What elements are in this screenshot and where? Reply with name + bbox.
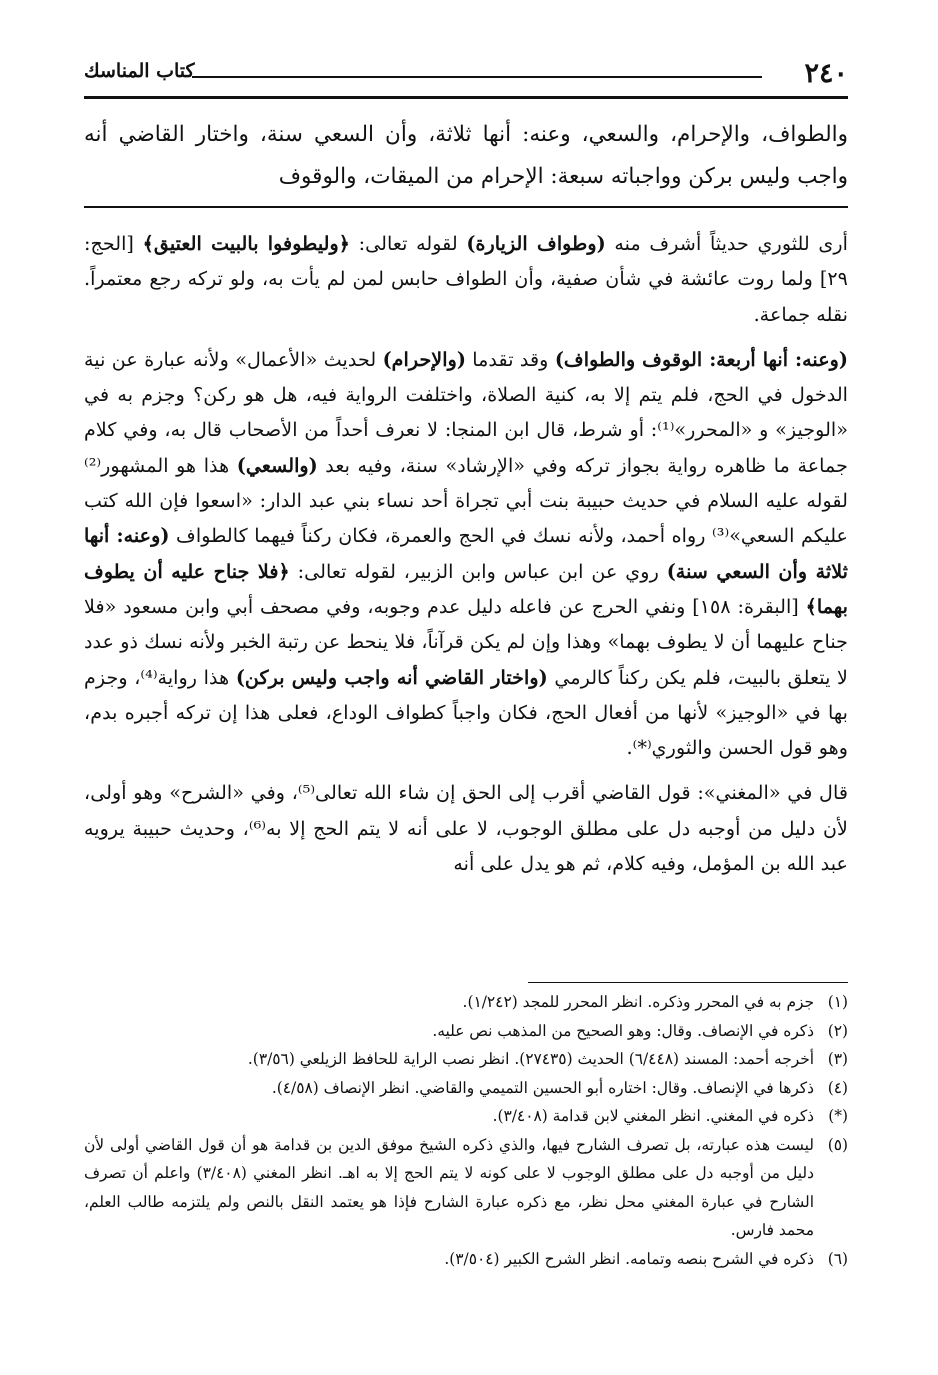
sharh-commentary: [84, 226, 848, 881]
bold-quote: (وعنه: أنها ثلاثة وأن السعي سنة): [84, 524, 848, 583]
footnote-divider: [528, 982, 848, 983]
matn-text: والطواف، والإحرام، والسعي، وعنه: أنها ثلاثة، وأن السعي سنة، واختار القاضي أنه واجب وليس بركن وواجباته سبعة: الإحرام من الميقات، والوقوف: [84, 122, 848, 189]
footnote: (٤) ذكرها في الإنصاف. وقال: اختاره أبو الحسين التميمي والقاضي. انظر الإنصاف (٤/٥٨).: [84, 1074, 848, 1103]
footnote-number: (*): [828, 1107, 848, 1125]
quran-quote: ﴿وليطوفوا بالبيت العتيق﴾: [142, 232, 350, 255]
footnote-number: (٦): [827, 1249, 848, 1268]
bold-quote: (والإحرام): [382, 347, 466, 371]
sharh-paragraph-1: أرى للثوري حديثاً أشرف منه (وطواف الزيارة) لقوله تعالى: ﴿وليطوفوا بالبيت العتيق﴾ [الحج: ٢٩] ولما روت عائشة في شأن صفية، وأن الطواف حابس لمن لم يأت به، ولو تركه رجع معتمراً. نقله جماعة.: [84, 232, 849, 326]
quran-quote: ﴿فلا جناح عليه أن يطوف بهما﴾: [84, 559, 848, 618]
page-header: [84, 52, 848, 98]
page-number: ٢٤٠: [804, 58, 848, 89]
footnote-number: (٢): [827, 1021, 848, 1040]
footnote-number: (٤): [827, 1078, 848, 1097]
footnote-number: (٥): [827, 1135, 848, 1154]
footnote-number: (٣): [827, 1050, 848, 1068]
sharh-paragraph-3: قال في «المغني»: قول القاضي أقرب إلى الحق إن شاء الله تعالى⁽⁵⁾، وفي «الشرح» وهو أولى، لأن دليل من أوجبه دل على مطلق الوجوب، لا على أنه لا يتم الحج إلا به⁽⁶⁾، وحديث حبيبة يرويه عبد الله بن المؤمل، وفيه كلام، ثم هو يدل على أنه: [84, 781, 848, 876]
matn-divider: [84, 206, 848, 208]
sharh-paragraph-2: (وعنه: أنها أربعة: الوقوف والطواف) وقد تقدما (والإحرام) لحديث «الأعمال» ولأنه عبارة عن نية الدخول في الحج، فلم يتم إلا به، كنية الصلاة، واختلفت الرواية فيه، هل هو ركن؟ وجزم به في «الوجيز» و «المحرر»⁽¹⁾: أو شرط، قال ابن المنجا: لا نعرف أحداً من الأصحاب قال به، وفي كلام جماعة ما ظاهره رواية بجواز تركه وفي «الإرشاد» سنة، وفيه بعد (والسعي) هذا هو المشهور⁽²⁾ لقوله عليه السلام في حديث حبيبة بنت أبي تجراة أحد نساء بني عبد الدار: «اسعوا فإن الله كتب عليكم السعي»⁽³⁾ رواه أحمد، ولأنه نسك في الحج والعمرة، فكان ركناً فيهما كالطواف (وعنه: أنها ثلاثة وأن السعي سنة) روي عن ابن عباس وابن الزبير، لقوله تعالى: ﴿فلا جناح عليه أن يطوف بهما﴾ [البقرة: ١٥٨] ونفي الحرج عن فاعله دليل عدم وجوبه، وفي مصحف أبي وابن مسعود «فلا جناح عليهما أن لا يطوف بهما» وهذا وإن لم يكن قرآناً، فلا ينحط عن رتبة الخبر ولأنه نسك ذو عدد لا يتعلق بالبيت، فلم يكن ركناً كالرمي (واختار القاضي أنه واجب وليس بركن) هذا رواية⁽⁴⁾، وجزم بها في «الوجيز» لأنها من أفعال الحج، فكان واجباً كطواف الوداع، فعلى هذا إن تركه أجبره بدم، وهو قول الحسن والثوري⁽*⁾.: [84, 347, 848, 760]
footnote-number: (١): [827, 993, 848, 1011]
header-rule: [192, 76, 762, 78]
footnote: (١) جزم به في المحرر وذكره. انظر المحرر للمجد (١/٢٤٢).: [84, 988, 848, 1017]
bold-quote: (وطواف الزيارة): [466, 232, 606, 255]
bold-quote: (وعنه: أنها أربعة: الوقوف والطواف): [554, 347, 848, 371]
footnote: (٣) أخرجه أحمد: المسند (٦/٤٤٨) الحديث (٢٧٤٣٥). انظر نصب الراية للحافظ الزيلعي (٣/٥٦).: [84, 1045, 848, 1074]
footnote: (٦) ذكره في الشرح بنصه وتمامه. انظر الشرح الكبير (٣/٥٠٤).: [84, 1245, 848, 1274]
header-underline: [84, 96, 848, 99]
footnotes: [84, 988, 848, 1273]
bold-quote: (واختار القاضي أنه واجب وليس بركن): [235, 665, 548, 689]
running-title: كتاب المناسك: [84, 60, 195, 82]
footnote: (٢) ذكره في الإنصاف. وقال: وهو الصحيح من المذهب نص عليه.: [84, 1017, 848, 1046]
bold-quote: (والسعي): [236, 453, 318, 477]
footnote: (*) ذكره في المغني. انظر المغني لابن قدامة (٣/٤٠٨).: [84, 1102, 848, 1131]
footnote: (٥) ليست هذه عبارته، بل تصرف الشارح فيها، والذي ذكره الشيخ موفق الدين بن قدامة هو أن قول القاضي أولى لأن دليل من أوجبه دل على مطلق الوجوب لا على كونه لا يتم الحج إلا به اهـ. انظر المغني (٣/٤٠٨) واعلم أن تصرف الشارح في عبارة المغني محل نظر، مع ذكره عبارة الشارح فإذا هو يعتمد النقل بالنص ولم يلتزمه طالب العلم، محمد فارس.: [84, 1131, 848, 1245]
